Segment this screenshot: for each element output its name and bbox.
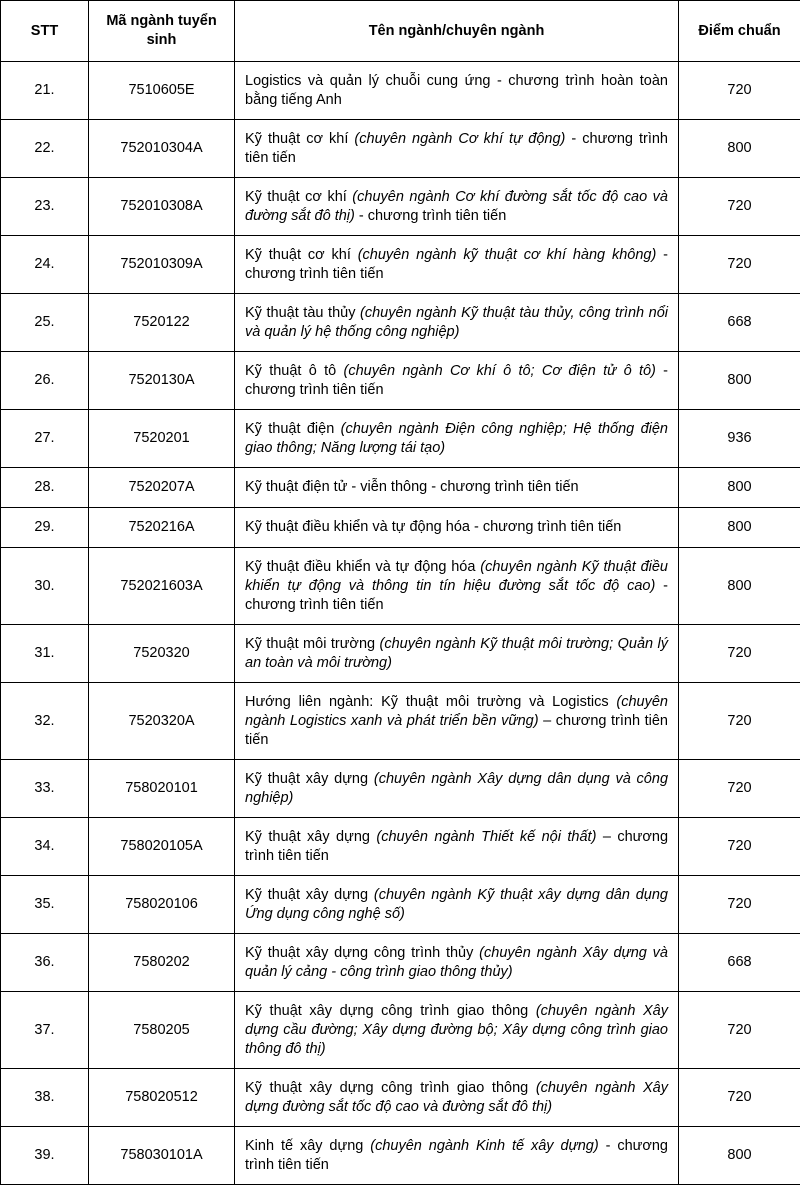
row-name-specialization: (chuyên ngành Thiết kế nội thất) [376,829,596,845]
row-stt: 29. [1,508,89,548]
row-name-program: – chương trình tiên tiến [245,829,668,864]
row-score: 720 [679,818,800,876]
row-code: 7580202 [89,934,235,992]
row-code: 7520320A [89,683,235,760]
row-stt: 28. [1,468,89,508]
row-score: 720 [679,62,800,120]
row-code: 758020106 [89,876,235,934]
row-name-specialization: (chuyên ngành Điện công nghiệp; Hệ thống điện giao thông; Năng lượng tái tạo) [245,421,668,456]
row-score: 720 [679,760,800,818]
row-stt: 21. [1,62,89,120]
row-name [235,410,679,468]
table-row [1,625,800,683]
table-row [1,410,800,468]
table-row [1,934,800,992]
row-code: 7510605E [89,62,235,120]
row-name-specialization: (chuyên ngành Kỹ thuật xây dựng dân dụng Ứng dụng công nghệ số) [245,887,668,922]
row-name-main: Kỹ thuật xây dựng công trình thủy [245,945,479,961]
row-stt: 23. [1,178,89,236]
row-score: 800 [679,548,800,625]
row-name-main: Kỹ thuật tàu thủy [245,305,360,321]
row-score: 720 [679,683,800,760]
table-row [1,120,800,178]
table-row [1,1069,800,1127]
row-name-program: - chương trình tiên tiến [245,363,668,398]
row-code: 758030101A [89,1127,235,1185]
row-code: 752010308A [89,178,235,236]
row-name-specialization: (chuyên ngành Xây dựng dân dụng và công nghiệp) [245,771,668,806]
row-name-main: Logistics và quản lý chuỗi cung ứng - chương trình hoàn toàn bằng tiếng Anh [245,73,668,108]
table-row [1,352,800,410]
row-score: 800 [679,352,800,410]
row-name-program: - chương trình tiên tiến [245,247,668,282]
row-name-main: Kỹ thuật xây dựng công trình giao thông [245,1080,536,1096]
row-name [235,120,679,178]
row-stt: 22. [1,120,89,178]
row-score: 800 [679,120,800,178]
row-code: 752010309A [89,236,235,294]
row-name [235,294,679,352]
row-code: 7520122 [89,294,235,352]
table-row [1,468,800,508]
table-row [1,178,800,236]
row-name [235,818,679,876]
row-name-main: Kinh tế xây dựng [245,1138,370,1154]
row-stt: 25. [1,294,89,352]
row-stt: 34. [1,818,89,876]
row-score: 668 [679,294,800,352]
row-code: 7520320 [89,625,235,683]
row-name-main: Kỹ thuật cơ khí [245,247,358,263]
row-code: 752010304A [89,120,235,178]
row-name [235,352,679,410]
row-stt: 30. [1,548,89,625]
table-row [1,876,800,934]
row-name-main: Kỹ thuật điều khiển và tự động hóa - chương trình tiên tiến [245,519,621,535]
table-row [1,508,800,548]
table-row [1,62,800,120]
row-stt: 35. [1,876,89,934]
row-stt: 27. [1,410,89,468]
row-stt: 32. [1,683,89,760]
row-name-main: Kỹ thuật cơ khí [245,131,354,147]
row-name [235,62,679,120]
row-name-main: Kỹ thuật điều khiển và tự động hóa [245,559,480,575]
row-name-specialization: (chuyên ngành Logistics xanh và phát triển bền vững) [245,694,668,729]
row-name [235,625,679,683]
row-code: 758020105A [89,818,235,876]
row-code: 7520207A [89,468,235,508]
row-score: 800 [679,468,800,508]
row-code: 7520201 [89,410,235,468]
row-code: 752021603A [89,548,235,625]
table-row [1,760,800,818]
row-name [235,1069,679,1127]
row-name-main: Kỹ thuật điện [245,421,341,437]
row-name-main: Hướng liên ngành: Kỹ thuật môi trường và Logistics [245,694,616,710]
table-row [1,1127,800,1185]
row-name-main: Kỹ thuật cơ khí [245,189,352,205]
row-name-program: – chương trình tiên tiến [245,713,668,748]
row-stt: 33. [1,760,89,818]
row-score: 936 [679,410,800,468]
row-name [235,468,679,508]
row-name [235,236,679,294]
row-name-program: - chương trình tiên tiến [355,208,506,224]
table-row [1,294,800,352]
row-name [235,876,679,934]
row-name [235,1127,679,1185]
row-name-specialization: (chuyên ngành Cơ khí ô tô; Cơ điện tử ô tô) [343,363,655,379]
row-name-main: Kỹ thuật xây dựng [245,829,376,845]
table-body [1,62,800,1185]
row-name [235,760,679,818]
row-name [235,992,679,1069]
row-name-specialization: (chuyên ngành Xây dựng và quản lý cảng - công trình giao thông thủy) [245,945,668,980]
row-stt: 36. [1,934,89,992]
row-score: 720 [679,625,800,683]
table-row [1,818,800,876]
row-name-specialization: (chuyên ngành Kinh tế xây dựng) [370,1138,598,1154]
row-code: 7520216A [89,508,235,548]
header-name: Tên ngành/chuyên ngành [235,1,679,62]
row-code: 7520130A [89,352,235,410]
row-name [235,934,679,992]
row-name [235,178,679,236]
row-stt: 26. [1,352,89,410]
row-name-program: - chương trình tiên tiến [245,131,668,166]
row-name-specialization: (chuyên ngành Kỹ thuật điều khiển tự động và thông tin tín hiệu đường sắt tốc độ cao) [245,559,668,594]
header-stt: STT [1,1,89,62]
row-name-specialization: (chuyên ngành Xây dựng đường sắt tốc độ cao và đường sắt đô thị) [245,1080,668,1115]
row-stt: 31. [1,625,89,683]
row-stt: 39. [1,1127,89,1185]
row-score: 720 [679,992,800,1069]
row-name-main: Kỹ thuật điện tử - viễn thông - chương trình tiên tiến [245,479,579,495]
table-row [1,236,800,294]
header-score: Điểm chuẩn [679,1,800,62]
row-name-specialization: (chuyên ngành Cơ khí tự động) [354,131,565,147]
row-name-specialization: (chuyên ngành kỹ thuật cơ khí hàng không) [358,247,657,263]
row-name-main: Kỹ thuật ô tô [245,363,343,379]
row-score: 800 [679,508,800,548]
row-score: 720 [679,178,800,236]
row-stt: 24. [1,236,89,294]
header-code: Mã ngành tuyển sinh [89,1,235,62]
row-stt: 38. [1,1069,89,1127]
row-code: 758020512 [89,1069,235,1127]
row-name-specialization: (chuyên ngành Kỹ thuật môi trường; Quản lý an toàn và môi trường) [245,636,668,671]
row-score: 720 [679,236,800,294]
row-code: 7580205 [89,992,235,1069]
row-name [235,548,679,625]
row-score: 668 [679,934,800,992]
row-name-program: - chương trình tiên tiến [245,1138,668,1173]
row-name-main: Kỹ thuật xây dựng công trình giao thông [245,1003,536,1019]
row-name-main: Kỹ thuật xây dựng [245,771,374,787]
row-name [235,683,679,760]
row-code: 758020101 [89,760,235,818]
row-score: 720 [679,1069,800,1127]
row-score: 720 [679,876,800,934]
row-stt: 37. [1,992,89,1069]
row-name-program: - chương trình tiên tiến [245,578,668,613]
row-score: 800 [679,1127,800,1185]
row-name-main: Kỹ thuật xây dựng [245,887,374,903]
table-row [1,548,800,625]
row-name-specialization: (chuyên ngành Cơ khí đường sắt tốc độ cao và đường sắt đô thị) [245,189,668,224]
row-name [235,508,679,548]
table-row [1,683,800,760]
row-name-specialization: (chuyên ngành Xây dựng cầu đường; Xây dựng đường bộ; Xây dựng công trình giao thông đô thị) [245,1003,668,1057]
row-name-specialization: (chuyên ngành Kỹ thuật tàu thủy, công trình nổi và quản lý hệ thống công nghiệp) [245,305,668,340]
table-row [1,992,800,1069]
table-header-row [1,1,800,62]
row-name-main: Kỹ thuật môi trường [245,636,380,652]
